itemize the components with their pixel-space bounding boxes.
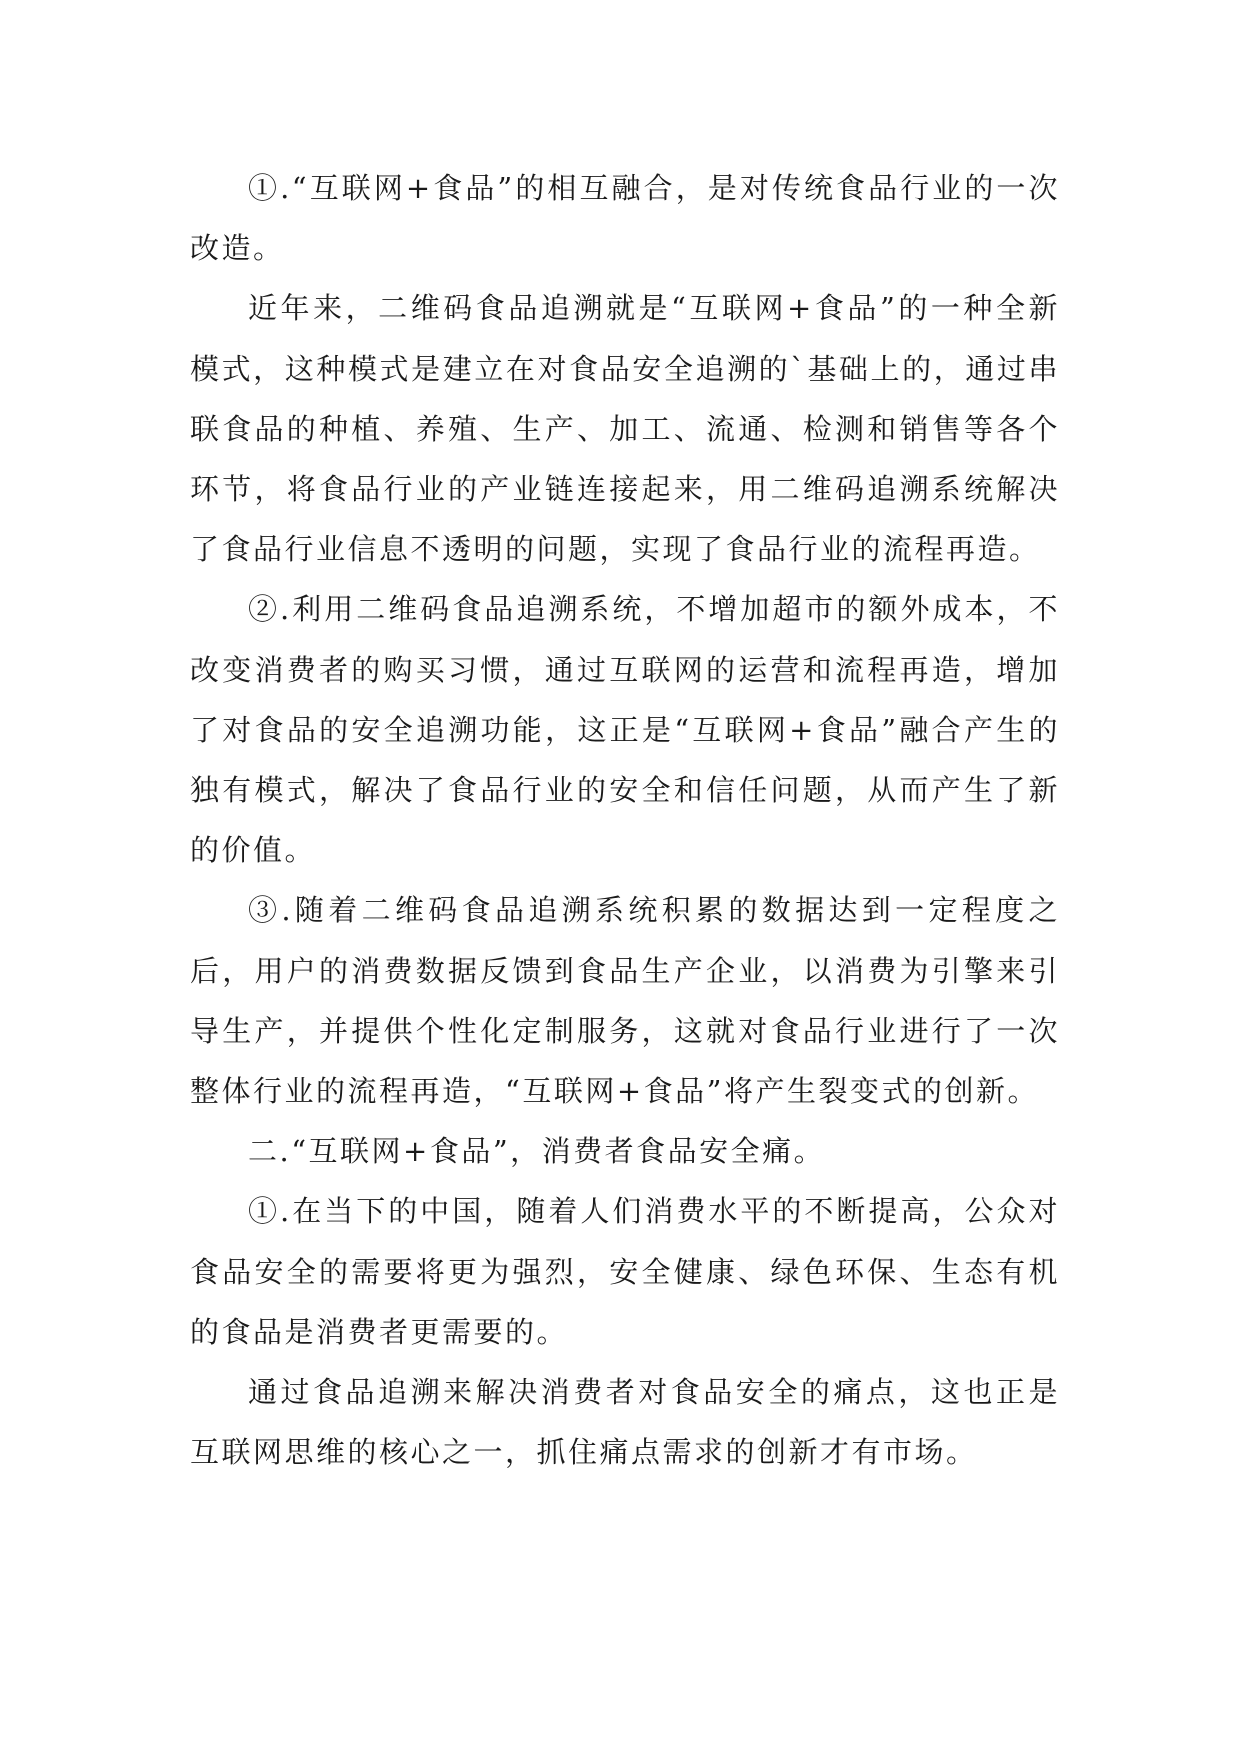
- paragraph-1: ①.“互联网+食品”的相互融合，是对传统食品行业的一次改造。: [190, 171, 1060, 266]
- paragraph-5: ①.在当下的中国，随着人们消费水平的不断提高，公众对食品安全的需要将更为强烈，安全健康、绿色环保、生态有机的食品是消费者更需要的。: [190, 1194, 1060, 1349]
- paragraph-6: 通过食品追溯来解决消费者对食品安全的痛点，这也正是互联网思维的核心之一，抓住痛点需求的创新才有市场。: [190, 1375, 1060, 1470]
- document-body: [190, 158, 1060, 1482]
- paragraph-2: 近年来，二维码食品追溯就是“互联网+食品”的一种全新模式，这种模式是建立在对食品安全追溯的`基础上的，通过串联食品的种植、养殖、生产、加工、流通、检测和销售等各个环节，将食品行业的产业链连接起来，用二维码追溯系统解决了食品行业信息不透明的问题，实现了食品行业的流程再造。: [190, 291, 1060, 567]
- paragraph-3: ②.利用二维码食品追溯系统，不增加超市的额外成本，不改变消费者的购买习惯，通过互联网的运营和流程再造，增加了对食品的安全追溯功能，这正是“互联网+食品”融合产生的独有模式，解决了食品行业的安全和信任问题，从而产生了新的价值。: [190, 592, 1060, 868]
- paragraph-4: ③.随着二维码食品追溯系统积累的数据达到一定程度之后，用户的消费数据反馈到食品生产企业，以消费为引擎来引导生产，并提供个性化定制服务，这就对食品行业进行了一次整体行业的流程再造，“互联网+食品”将产生裂变式的创新。: [190, 893, 1060, 1109]
- section-heading: 二.“互联网+食品”，消费者食品安全痛。: [248, 1134, 826, 1169]
